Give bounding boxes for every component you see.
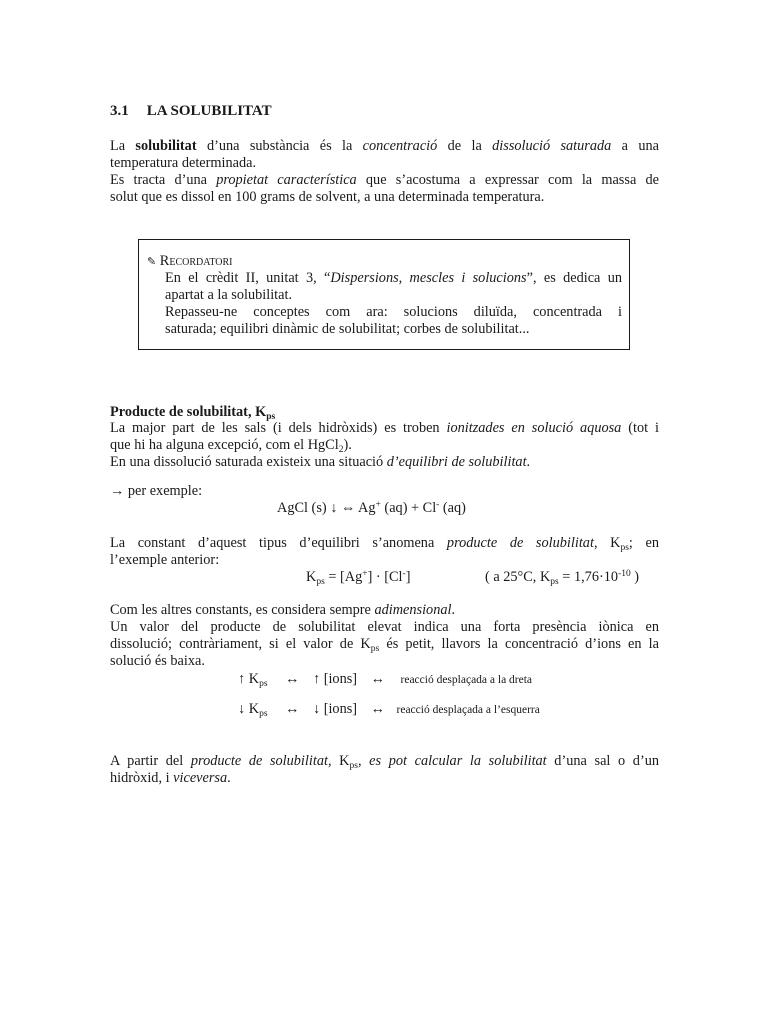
producte-line2: que hi ha alguna excepció, com el HgCl$_2$). [110, 437, 352, 455]
reminder-label: Recordatori [159, 253, 233, 269]
constant-line1: La constant d’aquest tipus d’equilibri s’anomena producte de solubilitat, $K_{ps}$; en [110, 535, 659, 553]
final-line2: hidròxid, i viceversa. [110, 770, 231, 786]
adim-line3: dissolució; contràriament, si el valor de $K_{ps}$ és petit, llavors la concentració d’ions en la [110, 636, 659, 654]
double-arrow-icon: ↔ [285, 671, 300, 687]
final-line1: A partir del producte de solubilitat, $K_{ps}$, es pot calcular la solubilitat d’una sal o d’un [110, 753, 660, 771]
down-arrow-icon: ↓ [312, 701, 321, 717]
double-arrow-icon: ↔ [370, 701, 385, 717]
producte-line1: La major part de les sals (i dels hidròxids) es troben ionitzades en solució aquosa (tot i [110, 420, 659, 436]
double-arrow-icon: ↔ [370, 671, 385, 687]
paragraph-definition-line1: La solubilitat d’una substància és la concentració de la dissolució saturada a una [110, 138, 659, 154]
right-arrow-icon: → [110, 483, 125, 499]
up-arrow-icon: ↑ [238, 671, 246, 687]
paragraph-property-line2: solut que es dissol en 100 grams de solvent, a una determinada temperatura. [110, 189, 545, 205]
reminder-line1: En el crèdit II, unitat 3, “Dispersions, mescles i solucions”, es dedica un [165, 270, 622, 286]
down-arrow-icon: ↓ [238, 701, 246, 717]
reminder-heading [147, 253, 233, 270]
relation-up: ↑ $K_{ps}$ ↔ ↑ [ions] ↔ reacció desplaçada a la dreta [238, 671, 533, 689]
example-equation: AgCl (s) ↓ ⇔ Ag+ (aq) + Cl- (aq) [277, 500, 466, 516]
section-heading [110, 103, 272, 120]
adim-line1: Com les altres constants, es considera sempre adimensional. [110, 602, 456, 618]
example-label: → per exemple: [110, 483, 203, 499]
reminder-line3: Repasseu-ne conceptes com ara: solucions diluïda, concentrada i [165, 304, 622, 320]
kps-value: ( a 25°C, $K_{ps} = 1,76\cdot 10^{-10}$ ) [485, 569, 640, 587]
reminder-line2: apartat a la solubilitat. [165, 287, 293, 303]
section-title: LA SOLUBILITAT [146, 103, 272, 119]
kps-equation: $K_{ps} = [Ag^+] \cdot [Cl^-]$ [306, 569, 411, 587]
adim-line2: Un valor del producte de solubilitat elevat indica una forta presència iònica en [110, 619, 659, 635]
section-number: 3.1 [110, 103, 129, 119]
reminder-line4: saturada; equilibri dinàmic de solubilitat; corbes de solubilitat... [165, 321, 530, 337]
paragraph-definition-line2: temperatura determinada. [110, 155, 257, 171]
double-arrow-icon: ↔ [285, 701, 300, 717]
adim-line4: solució és baixa. [110, 653, 205, 669]
subsection-heading: Producte de solubilitat, $K_{ps}$ [110, 404, 276, 422]
pencil-icon: ✎ [147, 255, 157, 268]
producte-line3: En una dissolució saturada existeix una situació d’equilibri de solubilitat. [110, 454, 531, 470]
paragraph-property-line1: Es tracta d’una propietat característica que s’acostuma a expressar com la massa de [110, 172, 659, 188]
constant-line2: l’exemple anterior: [110, 552, 220, 568]
relation-down: ↓ $K_{ps}$ ↔ ↓ [ions] ↔ reacció desplaçada a l’esquerra [238, 701, 540, 719]
up-arrow-icon: ↑ [312, 671, 321, 687]
